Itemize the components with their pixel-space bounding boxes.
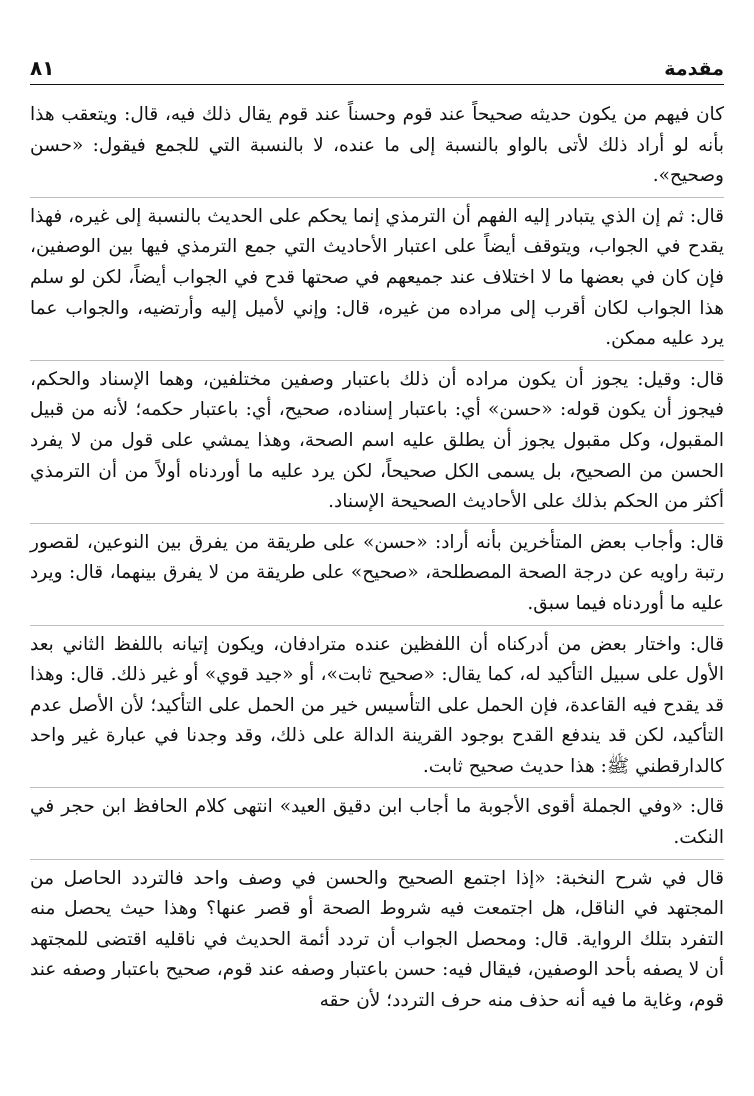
paragraph: قال: ثم إن الذي يتبادر إليه الفهم أن الترمذي إنما يحكم على الحديث بالنسبة إلى غيره، فهذا يقدح في الجواب، ويتوقف أيضاً على اعتبار الأحاديث التي جمع الترمذي فيها بين الوصفين، فإن كان في بعضها ما لا اختلاف عند جميعهم في صحتها قدح في الجواب أيضاً، لكن لو سلم هذا الجواب لكان أقرب إلى مراده من غيره، قال: وإني لأميل إليه وأرتضيه، والجواب عما يرد عليه ممكن. [30, 197, 724, 360]
paragraph: قال: وقيل: يجوز أن يكون مراده أن ذلك باعتبار وصفين مختلفين، وهما الإسناد والحكم، فيجوز أن يكون قوله: «حسن» أي: باعتبار إسناده، صحيح، أي: باعتبار حكمه؛ لأنه من قبيل المقبول، وكل مقبول يجوز أن يطلق عليه اسم الصحة، وهذا يمشي على قول من لا يفرد الحسن من الصحيح، بل يسمى الكل صحيحاً، لكن يرد عليه ما أوردناه أولاً من أن الترمذي أكثر من الحكم بذلك على الأحاديث الصحيحة الإسناد. [30, 360, 724, 523]
paragraph: قال: وأجاب بعض المتأخرين بأنه أراد: «حسن» على طريقة من يفرق بين النوعين، لقصور رتبة راويه عن درجة الصحة المصطلحة، «صحيح» على طريقة من لا يفرق بينهما، قال: ويرد عليه ما أوردناه فيما سبق. [30, 523, 724, 625]
paragraph: قال في شرح النخبة: «إذا اجتمع الصحيح والحسن في وصف واحد فالتردد الحاصل من المجتهد في الناقل، هل اجتمعت فيه شروط الصحة أو قصر عنها؟ وهذا حيث يحصل منه التفرد بتلك الرواية. قال: ومحصل الجواب أن تردد أئمة الحديث في ناقليه اقتضى للمجتهد أن لا يصفه بأحد الوصفين، فيقال فيه: حسن باعتبار وصفه عند قوم، صحيح باعتبار وصفه عند قوم، وغاية ما فيه أنه حذف منه حرف التردد؛ لأن حقه [30, 859, 724, 1022]
page-number: ٨١ [30, 56, 55, 80]
paragraph: كان فيهم من يكون حديثه صحيحاً عند قوم وحسناً عند قوم يقال ذلك فيه، قال: ويتعقب هذا بأنه لو أراد ذلك لأتى بالواو بالنسبة إلى ما عنده، لا بالنسبة التي للجمع فيقول: «حسن وصحيح». [30, 104, 724, 187]
running-header [30, 44, 724, 85]
body-text [30, 96, 724, 1022]
header-title: مقدمة [664, 58, 724, 80]
paragraph: قال: «وفي الجملة أقوى الأجوبة ما أجاب ابن دقيق العيد» انتهى كلام الحافظ ابن حجر في النكت. [30, 787, 724, 858]
paragraph: قال: واختار بعض من أدركناه أن اللفظين عنده مترادفان، ويكون إتيانه باللفظ الثاني بعد الأول على سبيل التأكيد له، كما يقال: «صحيح ثابت»، أو «جيد قوي» أو غير ذلك. قال: وهذا قد يقدح فيه القاعدة، فإن الحمل على التأسيس خير من الحمل على التأكيد؛ لأن الأصل عدم التأكيد، لكن قد يندفع القدح بوجود القرينة الدالة على ذلك، وقد وجدنا في عبارة غير واحد كالدارقطني ﷺ: هذا حديث صحيح ثابت. [30, 625, 724, 788]
